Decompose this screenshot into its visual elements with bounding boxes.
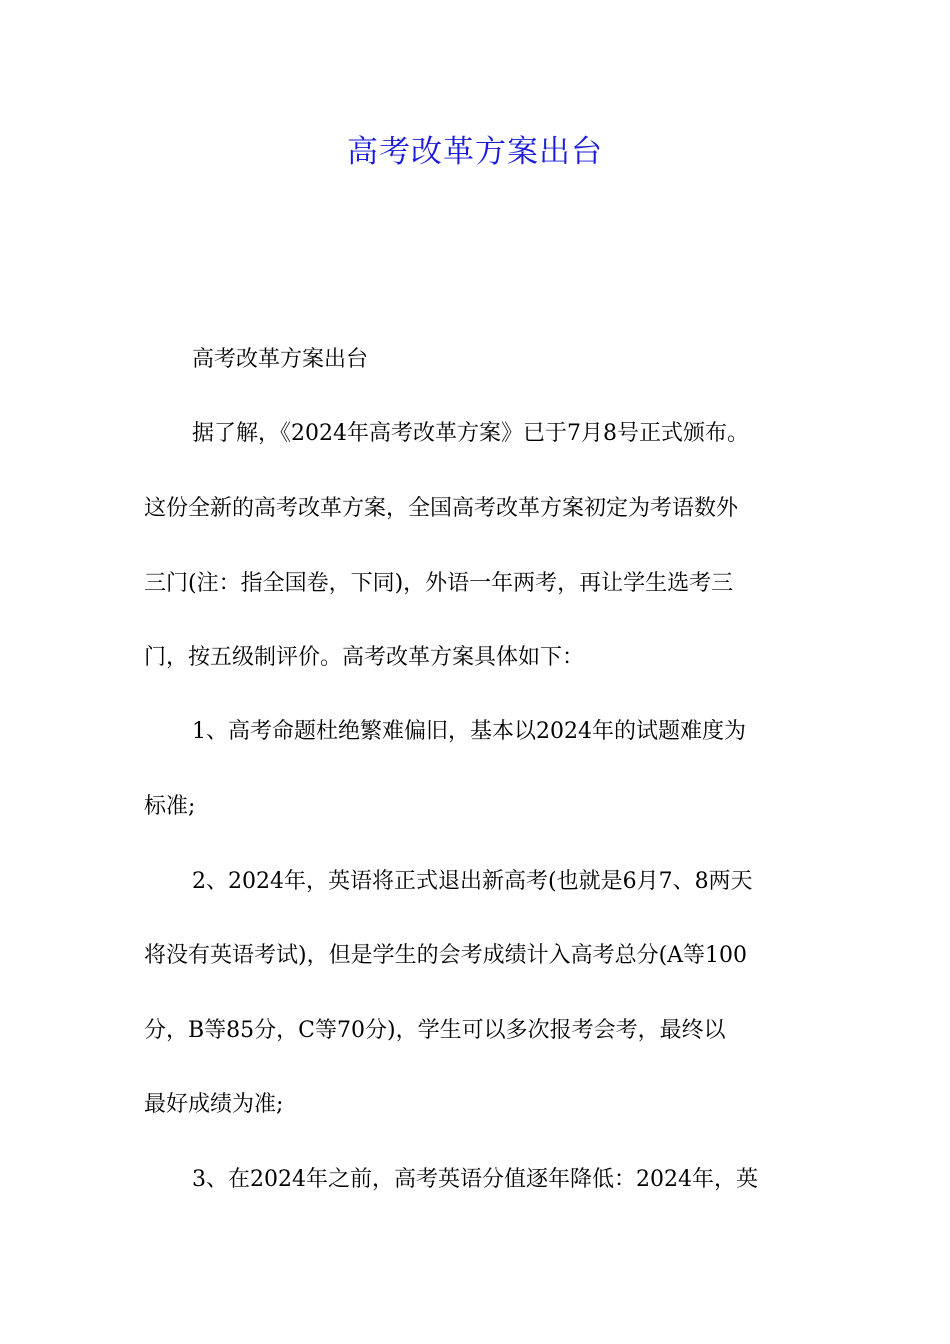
- list-item-line: 3、在2024年之前，高考英语分值逐年降低：2024年，英: [192, 1167, 758, 1192]
- paragraph-line: 这份全新的高考改革方案，全国高考改革方案初定为考语数外: [144, 496, 739, 521]
- list-item-line: 2、2024年，英语将正式退出新高考(也就是6月7、8两天: [192, 869, 753, 894]
- subtitle-line: 高考改革方案出台: [192, 347, 369, 372]
- paragraph-line: 三门(注：指全国卷，下同)，外语一年两考，再让学生选考三: [144, 571, 734, 596]
- list-item-line: 将没有英语考试)，但是学生的会考成绩计入高考总分(A等100: [144, 943, 748, 968]
- paragraph-line: 门，按五级制评价。高考改革方案具体如下：: [144, 645, 585, 670]
- list-item-line: 最好成绩为准;: [144, 1092, 284, 1117]
- list-item-line: 分，B等85分，C等70分)，学生可以多次报考会考，最终以: [144, 1018, 726, 1043]
- paragraph-line: 据了解，《2024年高考改革方案》已于7月8号正式颁布。: [192, 421, 749, 446]
- document-title: 高考改革方案出台: [347, 134, 603, 170]
- list-item-line: 1、高考命题杜绝繁难偏旧，基本以2024年的试题难度为: [192, 719, 746, 744]
- list-item-line: 标准;: [144, 794, 196, 819]
